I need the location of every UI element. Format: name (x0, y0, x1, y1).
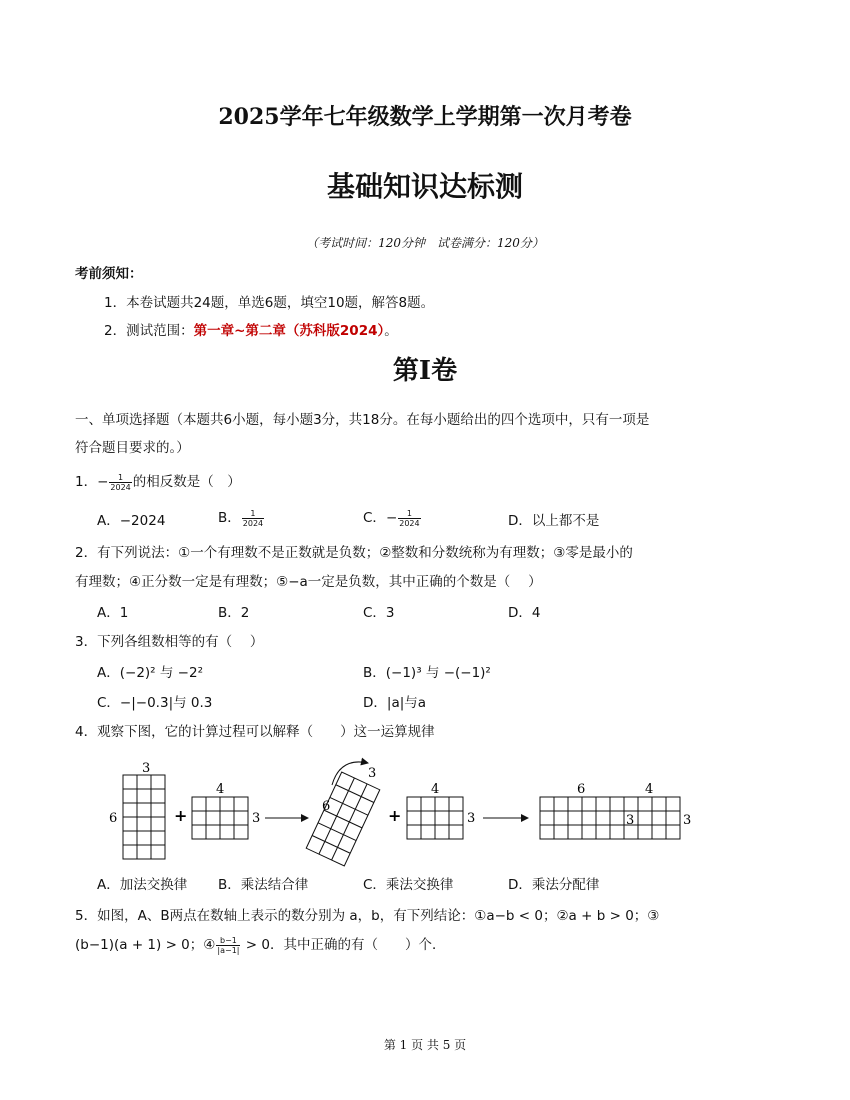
notice-label: 考前须知： (75, 266, 143, 282)
label-right-3: 3 (252, 811, 261, 826)
exam-subtitle: 基础知识达标测 (326, 170, 523, 203)
q2-option-c: C．3 (363, 605, 395, 621)
q1-frac-num: 1 (109, 473, 131, 483)
q3-option-c: C．−|−0.3|与 0.3 (97, 695, 213, 711)
label-top-3: 3 (142, 761, 151, 776)
label-rot-3: 3 (368, 766, 377, 781)
label-left-6: 6 (109, 811, 118, 826)
q4-option-b: B．乘法结合律 (218, 877, 309, 893)
q2-line-1: 2．有下列说法：①一个有理数不是正数就是负数；②整数和分数统称为有理数；③零是最小的 (75, 545, 633, 561)
q4-figure (100, 755, 700, 867)
q1-b-num: 1 (242, 509, 264, 519)
q1-b-den: 2024 (242, 518, 264, 528)
q3-stem: 3．下列各组数相等的有（ ） (75, 634, 264, 650)
combined-grid (540, 797, 680, 839)
plus-sign-2: + (388, 806, 402, 825)
q1-option-b-fraction (242, 509, 264, 528)
label-rot-6: 6 (322, 799, 331, 814)
label-comb-3-right: 3 (683, 813, 692, 828)
q4-option-d: D．乘法分配律 (508, 877, 600, 893)
page-footer: 第 1 页 共 5 页 (383, 1038, 467, 1052)
question-1-stem (75, 470, 241, 492)
q1-stem-suffix: 的相反数是（ ） (132, 474, 241, 490)
label-top-4-b: 4 (431, 782, 440, 797)
q5-frac-den: |a−1| (217, 945, 240, 955)
exam-info: （考试时间：120分钟 试卷满分：120分） (306, 236, 544, 250)
q3-option-b: B．(−1)³ 与 −(−1)² (363, 665, 491, 681)
q1-option-a: A．−2024 (97, 513, 166, 529)
q1-option-b (218, 506, 265, 528)
q5-frac-num: b−1 (216, 936, 240, 946)
test-range: 第一章~第二章（苏科版2024） (193, 323, 385, 339)
q2-option-a: A．1 (97, 605, 129, 621)
q2-option-b: B．2 (218, 605, 250, 621)
label-comb-6: 6 (577, 782, 586, 797)
notice-item-2 (104, 319, 398, 339)
q1-number: 1． (75, 474, 98, 490)
q2-line-2: 有理数；④正分数一定是有理数；⑤−a一定是负数，其中正确的个数是（ ） (75, 574, 542, 590)
q1-option-b-label: B． (218, 510, 241, 526)
q1-frac-den: 2024 (110, 482, 131, 492)
notice-item-2-prefix: 2．测试范围： (104, 323, 194, 339)
q4-stem: 4．观察下图，它的计算过程可以解释（ ）这一运算规律 (75, 724, 435, 740)
q3-option-d: D．|a|与a (363, 695, 427, 711)
section-1-line-1: 一、单项选择题（本题共6小题，每小题3分，共18分。在每小题给出的四个选项中，只有一项是 (75, 412, 650, 428)
label-right-3-b: 3 (467, 811, 476, 826)
label-comb-3-mid: 3 (626, 813, 635, 828)
label-top-4: 4 (216, 782, 225, 797)
label-comb-4: 4 (645, 782, 654, 797)
q1-option-c (363, 506, 422, 528)
q5-line-2 (75, 933, 445, 955)
q3-option-a: A．(−2)² 与 −2² (97, 665, 203, 681)
notice-item-2-suffix: 。 (384, 323, 398, 339)
q5-line-2-a: (b−1)(a + 1) > 0；④ (75, 937, 216, 953)
q1-c-minus: − (385, 510, 398, 526)
q4-option-a: A．加法交换律 (97, 877, 188, 893)
section-1-line-2: 符合题目要求的。） (75, 440, 190, 456)
q1-fraction (109, 473, 131, 492)
volume-title: 第Ⅰ卷 (392, 356, 458, 386)
grid-4x3 (192, 797, 248, 839)
q1-c-den: 2024 (399, 518, 420, 528)
q1-c-num: 1 (398, 509, 420, 519)
q1-minus: − (97, 474, 109, 490)
q5-line-2-b: > 0．其中正确的有（ ）个． (241, 937, 446, 953)
grid-4x3-second (407, 797, 463, 839)
rotated-grid (306, 772, 380, 866)
q2-option-d: D．4 (508, 605, 541, 621)
q5-line-1: 5．如图，A、B两点在数轴上表示的数分别为 a，b，有下列结论：①a−b < 0；②a + b > 0；③ (75, 908, 660, 924)
q1-option-d: D．以上都不是 (508, 513, 600, 529)
q4-option-c: C．乘法交换律 (363, 877, 454, 893)
notice-item-1: 1．本卷试题共24题，单选6题，填空10题，解答8题。 (104, 295, 435, 311)
q5-fraction (216, 936, 240, 955)
grid-3x6 (123, 775, 165, 859)
plus-sign: + (174, 806, 188, 825)
exam-title: 2025学年七年级数学上学期第一次月考卷 (218, 104, 632, 130)
q1-option-c-fraction (398, 509, 420, 528)
q1-option-c-label: C． (363, 510, 386, 526)
